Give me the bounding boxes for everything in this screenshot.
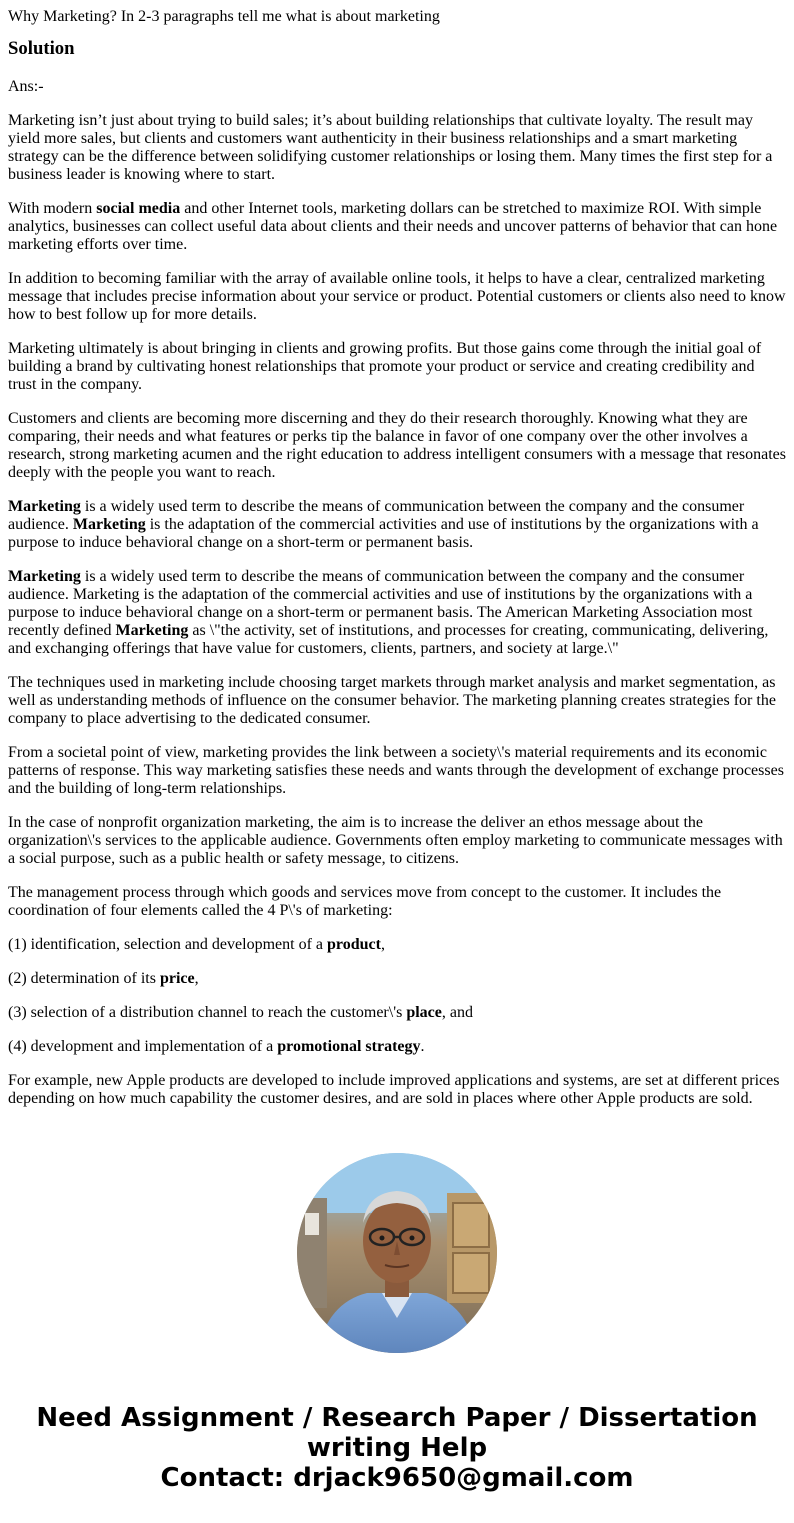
footer-contact: Contact: drjack9650@gmail.com [160, 1463, 634, 1493]
list-item-text-b: . [420, 1038, 425, 1055]
paragraph-2-text-a: With modern [8, 200, 97, 217]
marketing-term: Marketing [8, 498, 81, 515]
list-item [8, 1038, 786, 1056]
list-item-term: price [159, 970, 195, 987]
paragraph-6-text-b: is the adaptation of the commercial activities and use of institutions by the organizations with a purpose to induce behavioral change on a short-term or permanent basis. [8, 516, 759, 551]
list-item-text-a: (2) determination of its [8, 970, 160, 987]
person-portrait-icon [297, 1153, 497, 1353]
paragraph-5: Customers and clients are becoming more discerning and they do their research thoroughly. Knowing what they are comparing, their needs and what features or perks tip the balance in favor of one company over the other involves a research, strong marketing acumen and the right education to address intelligent consumers with a message that resonates deeply with the people you want to reach. [8, 410, 786, 481]
list-item-text-b: , and [441, 1004, 473, 1021]
paragraph-6 [8, 498, 786, 552]
list-item [8, 936, 786, 954]
paragraph-11: The management process through which goods and services move from concept to the customer. It includes the coordination of four elements called the 4 P\'s of marketing: [8, 884, 722, 919]
paragraph-6-text-a: is a widely used term to describe the means of communication between the company and the consumer audience. [8, 498, 745, 533]
list-item-text-a: (1) identification, selection and development of a [8, 936, 327, 953]
author-avatar [297, 1153, 497, 1353]
footer-banner [0, 1403, 794, 1493]
list-item-term: promotional strategy [277, 1038, 421, 1055]
list-item-text-a: (4) development and implementation of a [8, 1038, 278, 1055]
list-item [8, 970, 786, 988]
paragraph-9: From a societal point of view, marketing provides the link between a society\'s material requirements and its economic patterns of response. This way marketing satisfies these needs and wants through the development of exchange processes and the building of long-term relationships. [8, 744, 784, 797]
question-text: Why Marketing? In 2-3 paragraphs tell me what is about marketing [8, 8, 440, 25]
solution-heading: Solution [8, 38, 75, 59]
footer-line-1: Need Assignment / Research Paper / Dissertation [36, 1403, 758, 1433]
list-item-text-b: , [194, 970, 199, 987]
paragraph-3: In addition to becoming familiar with the array of available online tools, it helps to have a clear, centralized marketing message that includes precise information about your service or product. Potential customers or clients also need to know how to best follow up for more details. [8, 270, 786, 323]
list-item [8, 1004, 786, 1022]
paragraph-8: The techniques used in marketing include choosing target markets through market analysis and market segmentation, as well as understanding methods of influence on the consumer behavior. The marketing planning creates strategies for the company to place advertising to the dedicated consumer. [8, 674, 776, 727]
list-item-term: place [406, 1004, 442, 1021]
footer-line-2: writing Help [306, 1433, 488, 1463]
list-item-text-a: (3) selection of a distribution channel to reach the customer\'s [8, 1004, 407, 1021]
social-media-term: social media [96, 200, 181, 217]
marketing-term: Marketing [72, 516, 146, 533]
paragraph-2-text-b: and other Internet tools, marketing dollars can be stretched to maximize ROI. With simple analytics, businesses can collect useful data about clients and their needs and uncover patterns of behavior that can hone marketing efforts over time. [8, 200, 778, 253]
paragraph-1: Marketing isn’t just about trying to build sales; it’s about building relationships that cultivate loyalty. The result may yield more sales, but clients and customers want authenticity in their business relationships and a smart marketing strategy can be the difference between solidifying customer relationships or losing them. Many times the first step for a business leader is knowing where to start. [8, 112, 773, 183]
marketing-term: Marketing [115, 622, 189, 639]
paragraph-7 [8, 568, 786, 658]
paragraph-4: Marketing ultimately is about bringing in clients and growing profits. But those gains come through the initial goal of building a brand by cultivating honest relationships that promote your product or service and creating credibility and trust in the company. [8, 340, 762, 393]
list-item-term: product [327, 936, 381, 953]
list-item-text-b: , [380, 936, 385, 953]
answer-label: Ans:- [8, 78, 44, 95]
paragraph-12: For example, new Apple products are developed to include improved applications and systems, are set at different prices depending on how much capability the customer desires, and are sold in places where other Apple products are sold. [8, 1072, 780, 1107]
paragraph-10: In the case of nonprofit organization marketing, the aim is to increase the deliver an ethos message about the organization\'s services to the applicable audience. Governments often employ marketing to communicate messages with a social purpose, such as a public health or safety message, to citizens. [8, 814, 783, 867]
paragraph-7-text-a: is a widely used term to describe the means of communication between the company and the consumer audience. Marketing is the adaptation of the commercial activities and use of institutions by the organizations with a purpose to induce behavioral change on a short-term or permanent basis. The American Marketing Association most recently defined [8, 568, 753, 639]
marketing-term: Marketing [8, 568, 81, 585]
paragraph-2 [8, 200, 786, 254]
paragraph-7-text-b: as \"the activity, set of institutions, and processes for creating, communicating, delivering, and exchanging offerings that have value for customers, clients, partners, and society at large.\" [8, 622, 769, 657]
